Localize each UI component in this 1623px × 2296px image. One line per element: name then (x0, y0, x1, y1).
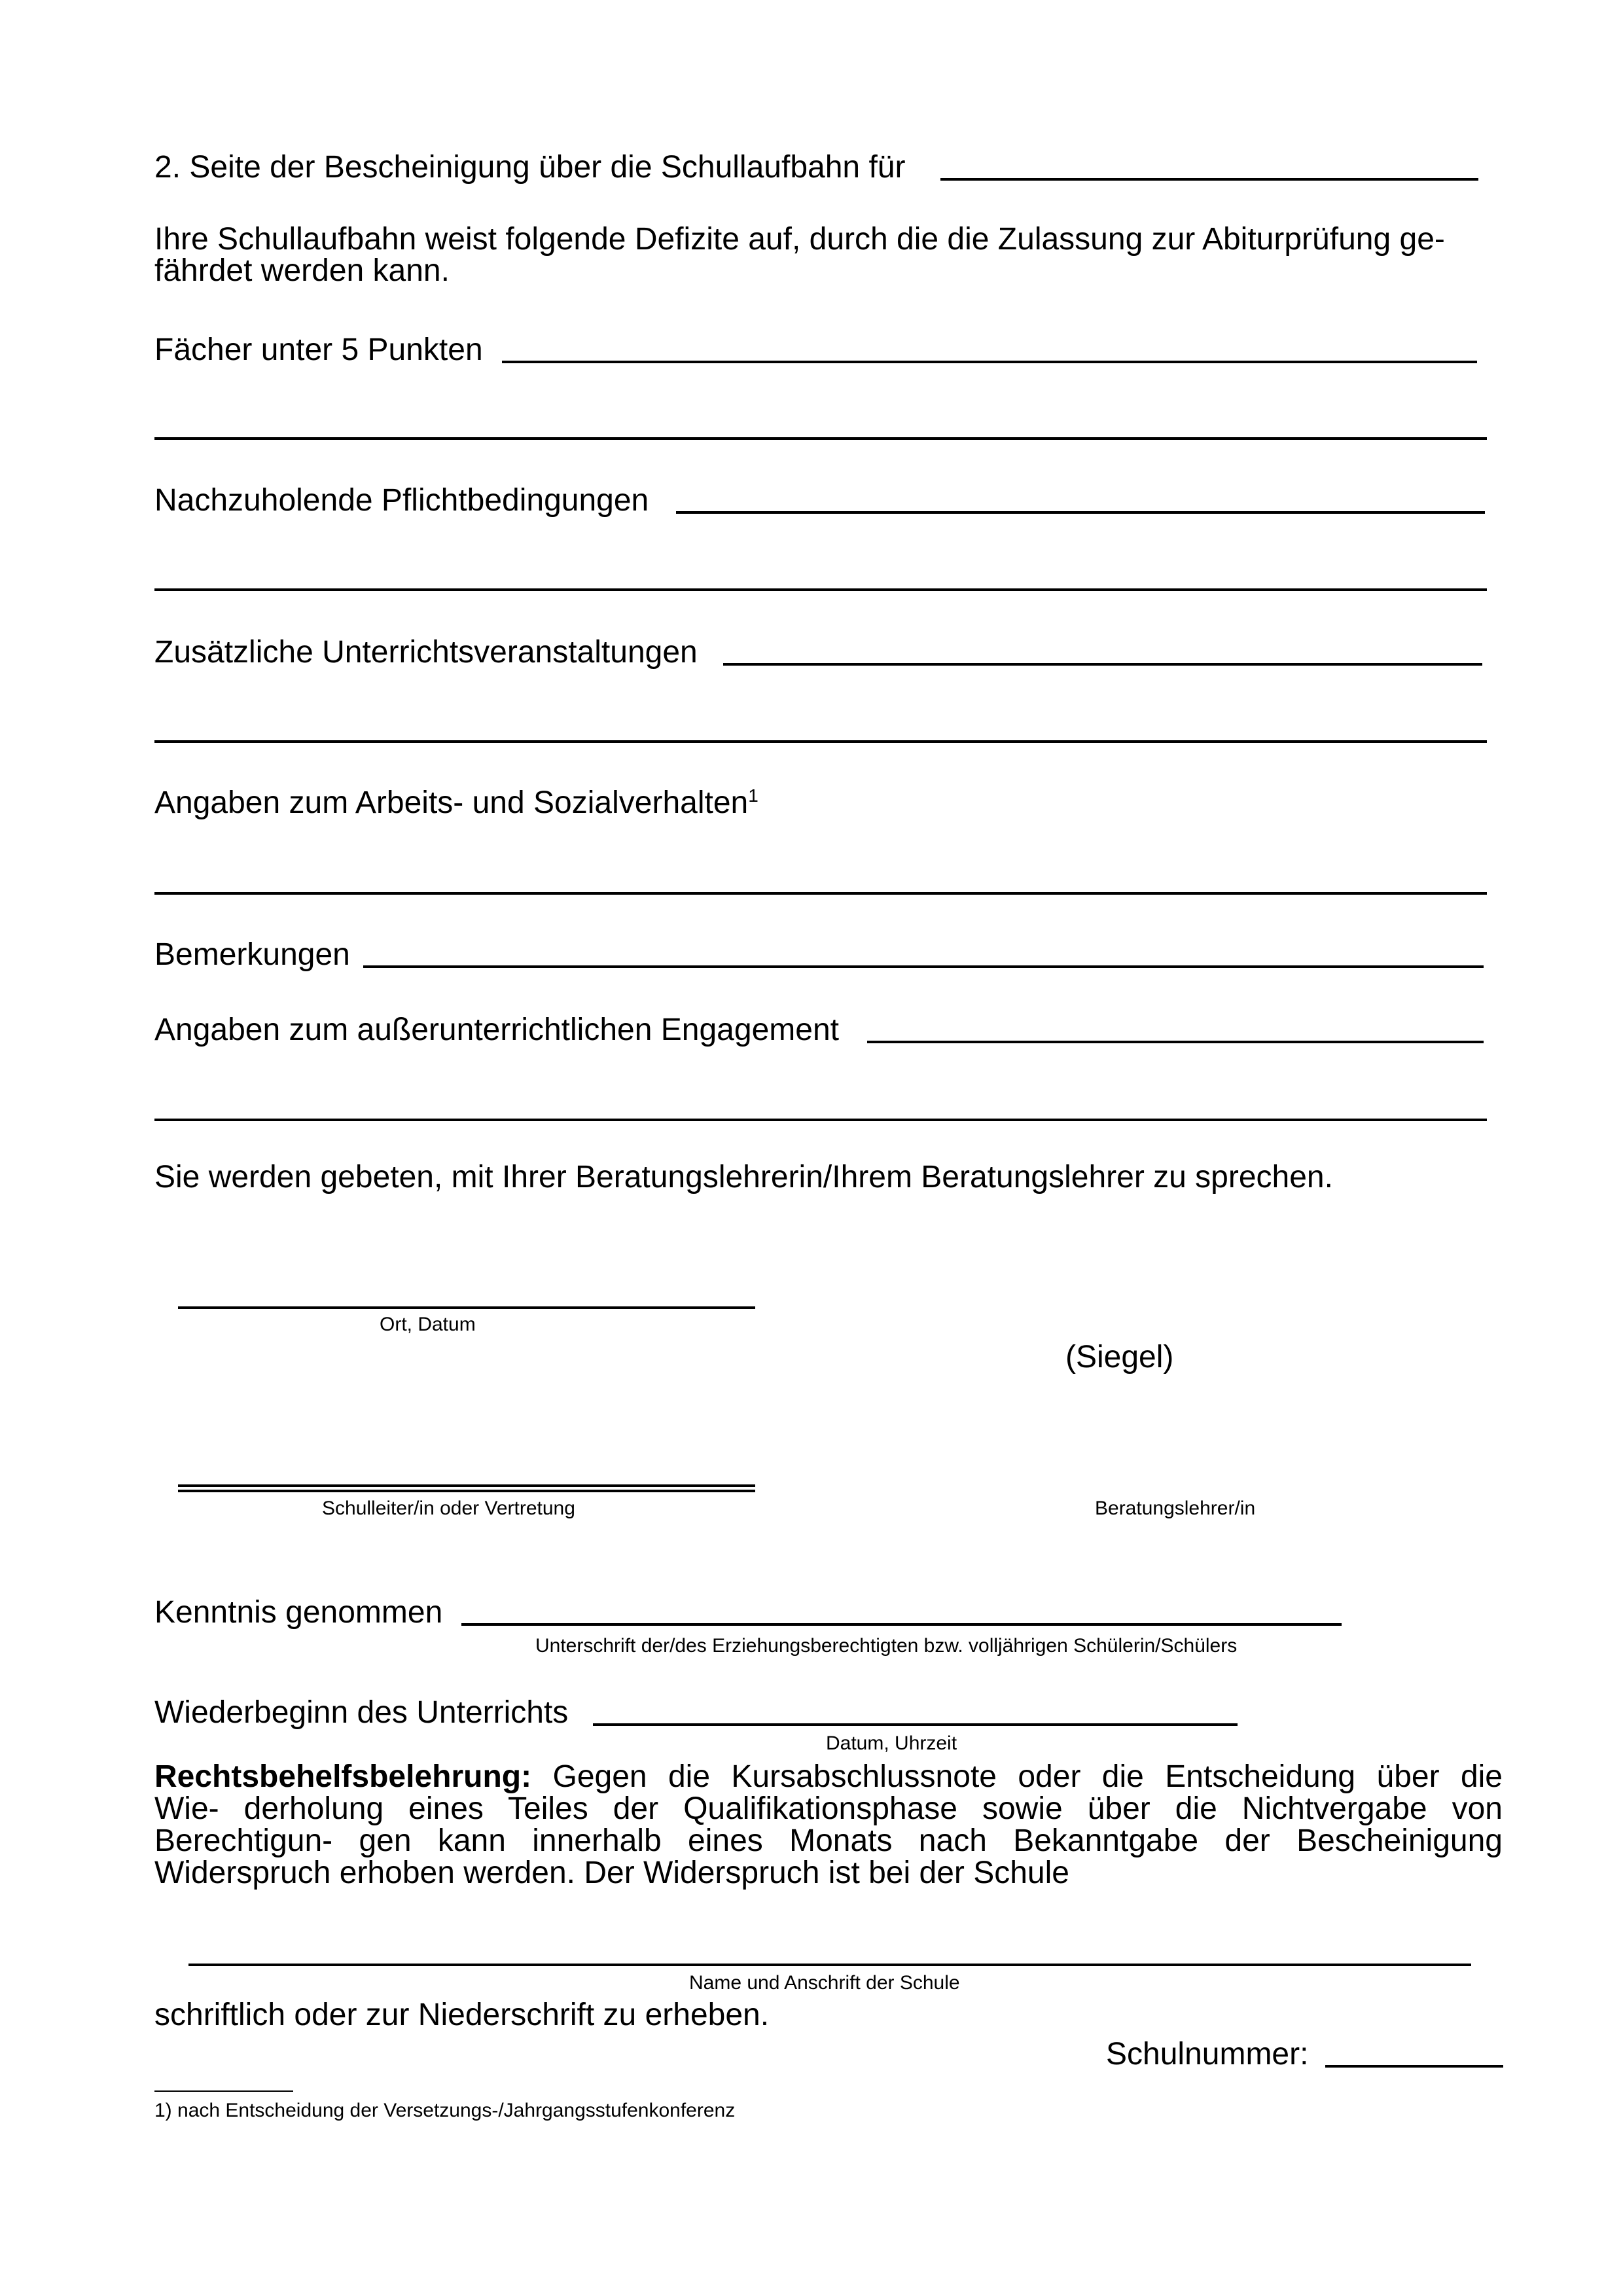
ort-datum-line[interactable] (178, 1306, 755, 1309)
request-text: Sie werden gebeten, mit Ihrer Beratungslehrerin/Ihrem Beratungslehrer zu sprechen. (154, 1160, 1333, 1194)
rechtsbehelf-line-2: Wie- derholung eines Teiles der Qualifikationsphase sowie über die Nichtvergabe von (154, 1791, 1503, 1826)
schulleiter-caption: Schulleiter/in oder Vertretung (322, 1498, 575, 1519)
school-name-field[interactable] (188, 1964, 1471, 1966)
pflicht-label: Nachzuholende Pflichtbedingungen (154, 483, 649, 518)
faecher-label: Fächer unter 5 Punkten (154, 332, 483, 367)
kenntnis-signature-line[interactable] (461, 1623, 1342, 1626)
rechtsbehelf-closing: schriftlich oder zur Niederschrift zu erheben. (154, 1998, 770, 2032)
bemerkungen-label: Bemerkungen (154, 937, 350, 972)
engagement-label: Angaben zum außerunterrichtlichen Engagement (154, 1013, 839, 1047)
intro-line-2: fährdet werden kann. (154, 253, 450, 288)
wiederbeginn-caption: Datum, Uhrzeit (826, 1732, 957, 1754)
kenntnis-label: Kenntnis genommen (154, 1595, 443, 1630)
siegel-label: (Siegel) (1065, 1340, 1174, 1374)
rechtsbehelf-heading: Rechtsbehelfsbelehrung: (154, 1759, 532, 1794)
rechtsbehelf-line-4: Widerspruch erhoben werden. Der Widerspruch ist bei der Schule (154, 1856, 1069, 1890)
engagement-field[interactable] (867, 1041, 1484, 1043)
kenntnis-caption: Unterschrift der/des Erziehungsberechtigten bzw. volljährigen Schülerin/Schülers (535, 1635, 1238, 1657)
beratungslehrer-caption: Beratungslehrer/in (1095, 1498, 1256, 1519)
schulleiter-line-upper (178, 1484, 755, 1487)
schulnummer-label: Schulnummer: (1106, 2037, 1309, 2072)
school-name-caption: Name und Anschrift der Schule (689, 1972, 960, 1994)
student-name-field[interactable] (940, 178, 1478, 181)
zusaetzlich-label: Zusätzliche Unterrichtsveranstaltungen (154, 635, 698, 670)
intro-line-1: Ihre Schullaufbahn weist folgende Defizite auf, durch die die Zulassung zur Abiturprüfung ge- (154, 222, 1445, 257)
faecher-field-line-2[interactable] (154, 437, 1487, 440)
zusaetzlich-field-line-2[interactable] (154, 740, 1487, 743)
pflicht-field[interactable] (676, 511, 1485, 514)
rechtsbehelf-line-3: Berechtigun- gen kann innerhalb eines Monats nach Bekanntgabe der Bescheinigung (154, 1823, 1503, 1858)
wiederbeginn-label: Wiederbeginn des Unterrichts (154, 1695, 569, 1730)
zusaetzlich-field[interactable] (723, 663, 1482, 666)
schulnummer-field[interactable] (1325, 2065, 1503, 2068)
arbeits-field[interactable] (154, 892, 1487, 895)
rechtsbehelf-line-1: Rechtsbehelfsbelehrung: Gegen die Kursabschlussnote oder die Entscheidung über die (154, 1759, 1503, 1794)
schulleiter-signature-line[interactable] (178, 1490, 755, 1492)
wiederbeginn-field[interactable] (593, 1723, 1238, 1726)
pflicht-field-line-2[interactable] (154, 588, 1487, 591)
footnote-mark: 1 (748, 785, 758, 806)
rechtsbehelf-paragraph (154, 1761, 1503, 1889)
header-label: 2. Seite der Bescheinigung über die Schullaufbahn für (154, 150, 906, 185)
faecher-field[interactable] (502, 361, 1477, 363)
footnote-text: 1) nach Entscheidung der Versetzungs-/Jahrgangsstufenkonferenz (154, 2100, 736, 2121)
footnote-separator (154, 2090, 293, 2092)
arbeits-label: Angaben zum Arbeits- und Sozialverhalten$^1$ (154, 785, 758, 820)
engagement-field-line-2[interactable] (154, 1119, 1487, 1121)
bemerkungen-field[interactable] (363, 965, 1484, 968)
ort-datum-caption: Ort, Datum (380, 1314, 476, 1335)
